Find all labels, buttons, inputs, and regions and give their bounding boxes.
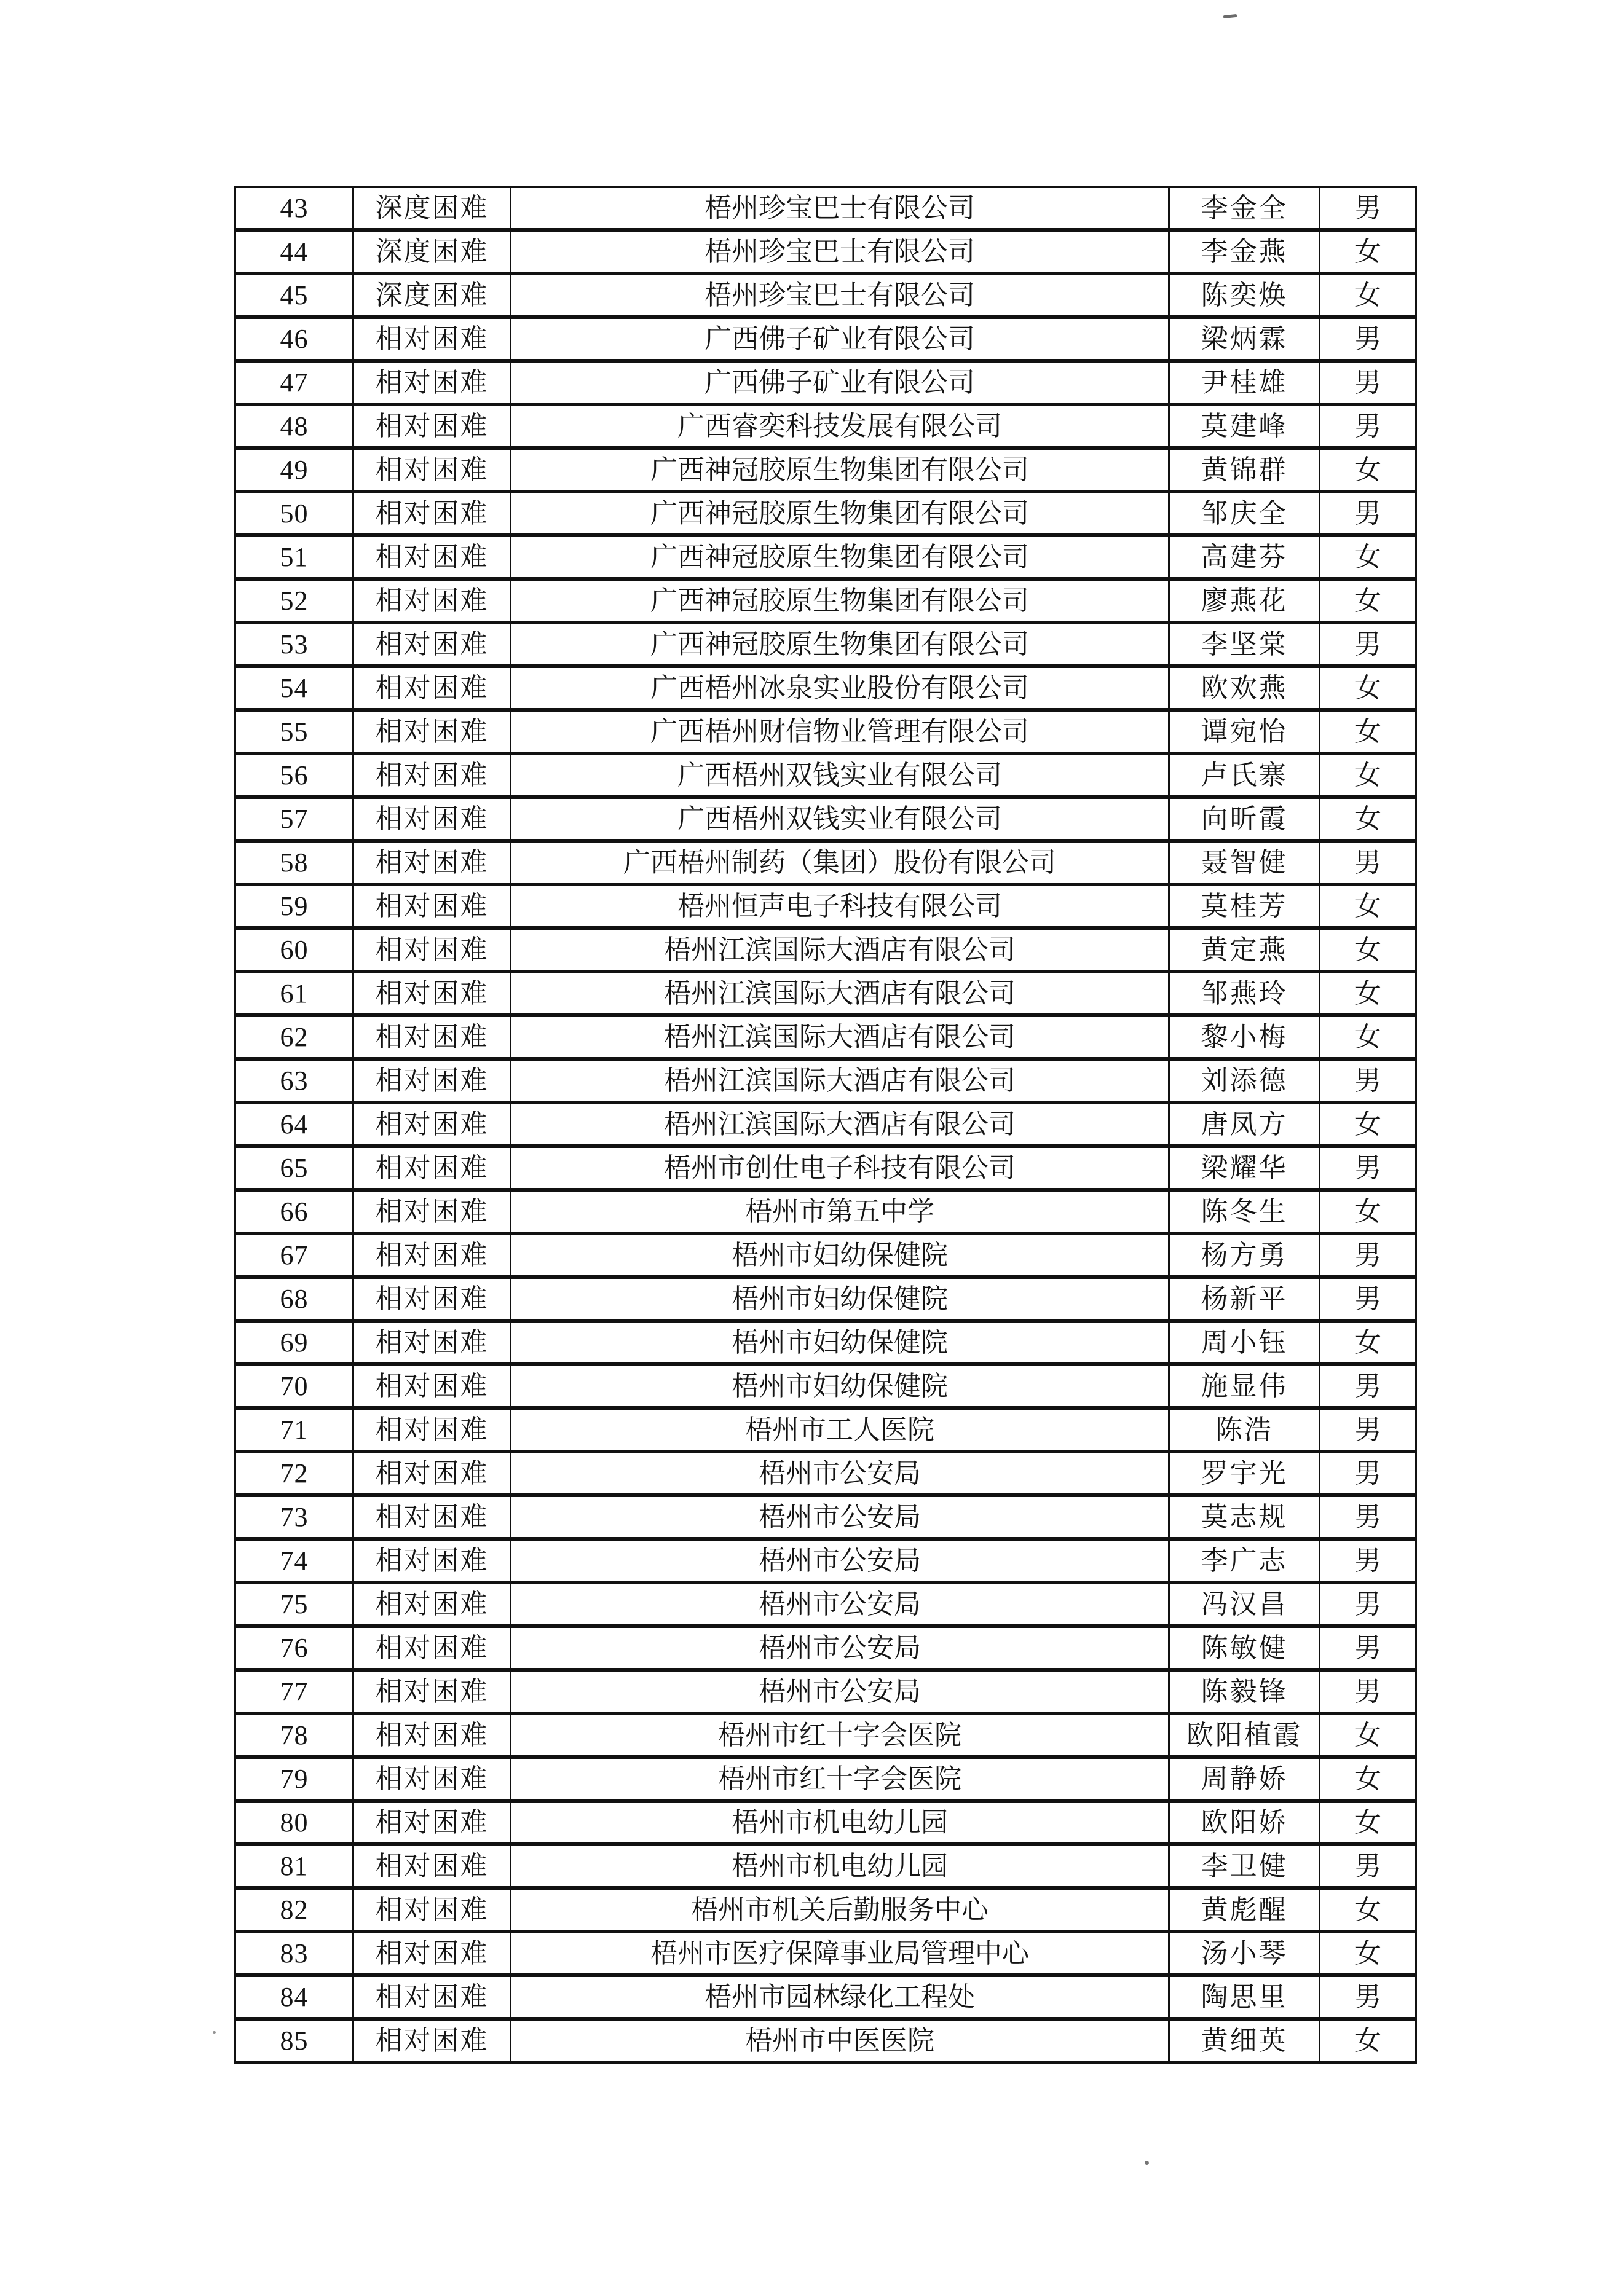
person-name-cell: 唐凤方 xyxy=(1169,1103,1320,1146)
gender-cell: 女 xyxy=(1320,448,1416,492)
scan-artifact-speck xyxy=(213,2031,216,2034)
table-row xyxy=(235,1844,1416,1888)
difficulty-category-cell: 相对困难 xyxy=(353,710,511,753)
difficulty-category-cell: 相对困难 xyxy=(353,1452,511,1495)
person-name-cell: 谭宛怡 xyxy=(1169,710,1320,753)
person-name-cell: 杨方勇 xyxy=(1169,1233,1320,1277)
table-row xyxy=(235,1626,1416,1670)
difficulty-category-cell: 相对困难 xyxy=(353,2019,511,2062)
table-row xyxy=(235,710,1416,753)
gender-cell: 女 xyxy=(1320,972,1416,1015)
gender-cell: 女 xyxy=(1320,1757,1416,1801)
difficulty-category-cell: 相对困难 xyxy=(353,1626,511,1670)
person-name-cell: 黄锦群 xyxy=(1169,448,1320,492)
table-row xyxy=(235,361,1416,404)
person-name-cell: 邹庆全 xyxy=(1169,492,1320,535)
gender-cell: 男 xyxy=(1320,1975,1416,2019)
gender-cell: 男 xyxy=(1320,361,1416,404)
person-name-cell: 黄定燕 xyxy=(1169,928,1320,972)
person-name-cell: 黄彪醒 xyxy=(1169,1888,1320,1932)
person-name-cell: 欧阳植霞 xyxy=(1169,1713,1320,1757)
employer-name-cell: 梧州珍宝巴士有限公司 xyxy=(511,273,1169,317)
row-number-cell: 84 xyxy=(235,1975,353,2019)
employer-name-cell: 梧州江滨国际大酒店有限公司 xyxy=(511,1059,1169,1103)
person-name-cell: 李卫健 xyxy=(1169,1844,1320,1888)
person-name-cell: 陈冬生 xyxy=(1169,1190,1320,1233)
person-name-cell: 陈敏健 xyxy=(1169,1626,1320,1670)
gender-cell: 男 xyxy=(1320,1452,1416,1495)
difficulty-category-cell: 相对困难 xyxy=(353,1975,511,2019)
table-row xyxy=(235,317,1416,361)
difficulty-category-cell: 相对困难 xyxy=(353,1495,511,1539)
scan-artifact-dash xyxy=(1223,14,1237,18)
table-row xyxy=(235,1670,1416,1713)
employer-name-cell: 梧州市公安局 xyxy=(511,1452,1169,1495)
person-name-cell: 罗宇光 xyxy=(1169,1452,1320,1495)
table-row xyxy=(235,187,1416,230)
person-name-cell: 周静娇 xyxy=(1169,1757,1320,1801)
difficulty-category-cell: 相对困难 xyxy=(353,1408,511,1452)
table-row xyxy=(235,753,1416,797)
table-row xyxy=(235,1059,1416,1103)
gender-cell: 女 xyxy=(1320,1888,1416,1932)
employer-name-cell: 梧州市机电幼儿园 xyxy=(511,1844,1169,1888)
table-row xyxy=(235,1888,1416,1932)
table-row xyxy=(235,797,1416,841)
row-number-cell: 47 xyxy=(235,361,353,404)
person-name-cell: 高建芬 xyxy=(1169,535,1320,579)
person-name-cell: 黄细英 xyxy=(1169,2019,1320,2062)
difficulty-category-cell: 相对困难 xyxy=(353,1146,511,1190)
row-number-cell: 60 xyxy=(235,928,353,972)
person-name-cell: 莫桂芳 xyxy=(1169,884,1320,928)
table-row xyxy=(235,1932,1416,1975)
scan-artifact-dot xyxy=(1145,2161,1149,2165)
difficulty-category-cell: 相对困难 xyxy=(353,492,511,535)
row-number-cell: 55 xyxy=(235,710,353,753)
difficulty-category-cell: 相对困难 xyxy=(353,753,511,797)
table-row xyxy=(235,579,1416,623)
person-name-cell: 杨新平 xyxy=(1169,1277,1320,1321)
table-row xyxy=(235,230,1416,273)
employer-name-cell: 梧州市公安局 xyxy=(511,1670,1169,1713)
table-row xyxy=(235,1146,1416,1190)
employer-name-cell: 梧州市红十字会医院 xyxy=(511,1713,1169,1757)
employer-name-cell: 广西佛子矿业有限公司 xyxy=(511,317,1169,361)
difficulty-category-cell: 相对困难 xyxy=(353,1801,511,1844)
row-number-cell: 70 xyxy=(235,1364,353,1408)
table-row xyxy=(235,841,1416,884)
row-number-cell: 54 xyxy=(235,666,353,710)
employer-name-cell: 梧州珍宝巴士有限公司 xyxy=(511,230,1169,273)
table-row xyxy=(235,1408,1416,1452)
employer-name-cell: 广西神冠胶原生物集团有限公司 xyxy=(511,579,1169,623)
gender-cell: 女 xyxy=(1320,1321,1416,1364)
difficulty-category-cell: 相对困难 xyxy=(353,535,511,579)
difficulty-category-cell: 相对困难 xyxy=(353,1321,511,1364)
table-row xyxy=(235,928,1416,972)
employer-name-cell: 梧州市园林绿化工程处 xyxy=(511,1975,1169,2019)
employer-name-cell: 梧州市妇幼保健院 xyxy=(511,1233,1169,1277)
gender-cell: 男 xyxy=(1320,1146,1416,1190)
table-row xyxy=(235,2019,1416,2062)
person-name-cell: 冯汉昌 xyxy=(1169,1582,1320,1626)
employer-name-cell: 梧州市第五中学 xyxy=(511,1190,1169,1233)
person-name-cell: 李广志 xyxy=(1169,1539,1320,1582)
row-number-cell: 45 xyxy=(235,273,353,317)
row-number-cell: 83 xyxy=(235,1932,353,1975)
table-row xyxy=(235,1364,1416,1408)
row-number-cell: 43 xyxy=(235,187,353,230)
row-number-cell: 59 xyxy=(235,884,353,928)
row-number-cell: 75 xyxy=(235,1582,353,1626)
difficulty-category-cell: 相对困难 xyxy=(353,666,511,710)
employer-name-cell: 梧州市公安局 xyxy=(511,1539,1169,1582)
difficulty-category-cell: 相对困难 xyxy=(353,1364,511,1408)
row-number-cell: 67 xyxy=(235,1233,353,1277)
difficulty-category-cell: 相对困难 xyxy=(353,1888,511,1932)
difficulty-category-cell: 相对困难 xyxy=(353,1757,511,1801)
gender-cell: 男 xyxy=(1320,1626,1416,1670)
employer-name-cell: 梧州市中医医院 xyxy=(511,2019,1169,2062)
gender-cell: 男 xyxy=(1320,1408,1416,1452)
gender-cell: 女 xyxy=(1320,2019,1416,2062)
employer-name-cell: 梧州市公安局 xyxy=(511,1626,1169,1670)
person-name-cell: 李金全 xyxy=(1169,187,1320,230)
gender-cell: 女 xyxy=(1320,1015,1416,1059)
person-name-cell: 莫建峰 xyxy=(1169,404,1320,448)
gender-cell: 女 xyxy=(1320,1932,1416,1975)
difficulty-category-cell: 相对困难 xyxy=(353,1190,511,1233)
difficulty-category-cell: 相对困难 xyxy=(353,1670,511,1713)
row-number-cell: 81 xyxy=(235,1844,353,1888)
row-number-cell: 63 xyxy=(235,1059,353,1103)
gender-cell: 女 xyxy=(1320,797,1416,841)
row-number-cell: 49 xyxy=(235,448,353,492)
difficulty-category-cell: 相对困难 xyxy=(353,1844,511,1888)
row-number-cell: 77 xyxy=(235,1670,353,1713)
row-number-cell: 57 xyxy=(235,797,353,841)
difficulty-category-cell: 相对困难 xyxy=(353,1015,511,1059)
row-number-cell: 73 xyxy=(235,1495,353,1539)
employer-name-cell: 广西梧州冰泉实业股份有限公司 xyxy=(511,666,1169,710)
difficulty-category-cell: 相对困难 xyxy=(353,361,511,404)
table-row xyxy=(235,1801,1416,1844)
table-row xyxy=(235,1103,1416,1146)
gender-cell: 女 xyxy=(1320,1713,1416,1757)
row-number-cell: 58 xyxy=(235,841,353,884)
employer-name-cell: 梧州江滨国际大酒店有限公司 xyxy=(511,1015,1169,1059)
person-name-cell: 刘添德 xyxy=(1169,1059,1320,1103)
employer-name-cell: 广西梧州双钱实业有限公司 xyxy=(511,797,1169,841)
table-row xyxy=(235,1582,1416,1626)
gender-cell: 女 xyxy=(1320,884,1416,928)
row-number-cell: 74 xyxy=(235,1539,353,1582)
row-number-cell: 78 xyxy=(235,1713,353,1757)
difficulty-category-cell: 深度困难 xyxy=(353,273,511,317)
row-number-cell: 53 xyxy=(235,623,353,666)
row-number-cell: 76 xyxy=(235,1626,353,1670)
difficulty-category-cell: 相对困难 xyxy=(353,841,511,884)
employer-name-cell: 梧州江滨国际大酒店有限公司 xyxy=(511,928,1169,972)
table-row xyxy=(235,404,1416,448)
person-name-cell: 尹桂雄 xyxy=(1169,361,1320,404)
difficulty-category-cell: 相对困难 xyxy=(353,1713,511,1757)
table-row xyxy=(235,1277,1416,1321)
table-row xyxy=(235,1321,1416,1364)
gender-cell: 女 xyxy=(1320,710,1416,753)
employer-name-cell: 广西神冠胶原生物集团有限公司 xyxy=(511,623,1169,666)
person-name-cell: 李坚棠 xyxy=(1169,623,1320,666)
difficulty-category-cell: 相对困难 xyxy=(353,1059,511,1103)
employer-name-cell: 广西睿奕科技发展有限公司 xyxy=(511,404,1169,448)
table-row xyxy=(235,1495,1416,1539)
table-row xyxy=(235,972,1416,1015)
gender-cell: 女 xyxy=(1320,273,1416,317)
difficulty-category-cell: 相对困难 xyxy=(353,579,511,623)
employer-name-cell: 广西神冠胶原生物集团有限公司 xyxy=(511,535,1169,579)
row-number-cell: 46 xyxy=(235,317,353,361)
roster-table-body xyxy=(235,187,1416,2062)
employer-name-cell: 梧州市创仕电子科技有限公司 xyxy=(511,1146,1169,1190)
gender-cell: 男 xyxy=(1320,404,1416,448)
person-name-cell: 施显伟 xyxy=(1169,1364,1320,1408)
row-number-cell: 85 xyxy=(235,2019,353,2062)
table-row xyxy=(235,623,1416,666)
difficulty-category-cell: 相对困难 xyxy=(353,884,511,928)
person-name-cell: 陈毅锋 xyxy=(1169,1670,1320,1713)
difficulty-category-cell: 相对困难 xyxy=(353,1582,511,1626)
employer-name-cell: 广西神冠胶原生物集团有限公司 xyxy=(511,448,1169,492)
employer-name-cell: 梧州市妇幼保健院 xyxy=(511,1277,1169,1321)
subsidy-roster-table xyxy=(234,186,1417,2064)
difficulty-category-cell: 相对困难 xyxy=(353,1233,511,1277)
gender-cell: 男 xyxy=(1320,1277,1416,1321)
gender-cell: 男 xyxy=(1320,1059,1416,1103)
difficulty-category-cell: 深度困难 xyxy=(353,230,511,273)
table-row xyxy=(235,1539,1416,1582)
table-row xyxy=(235,1190,1416,1233)
table-row xyxy=(235,1015,1416,1059)
person-name-cell: 汤小琴 xyxy=(1169,1932,1320,1975)
table-row xyxy=(235,666,1416,710)
employer-name-cell: 梧州市工人医院 xyxy=(511,1408,1169,1452)
person-name-cell: 卢氏寨 xyxy=(1169,753,1320,797)
gender-cell: 女 xyxy=(1320,1103,1416,1146)
table-row xyxy=(235,1713,1416,1757)
gender-cell: 男 xyxy=(1320,1495,1416,1539)
row-number-cell: 68 xyxy=(235,1277,353,1321)
employer-name-cell: 梧州市机关后勤服务中心 xyxy=(511,1888,1169,1932)
row-number-cell: 66 xyxy=(235,1190,353,1233)
gender-cell: 男 xyxy=(1320,317,1416,361)
row-number-cell: 82 xyxy=(235,1888,353,1932)
difficulty-category-cell: 相对困难 xyxy=(353,317,511,361)
table-row xyxy=(235,884,1416,928)
difficulty-category-cell: 相对困难 xyxy=(353,1932,511,1975)
person-name-cell: 陶思里 xyxy=(1169,1975,1320,2019)
employer-name-cell: 梧州市妇幼保健院 xyxy=(511,1321,1169,1364)
employer-name-cell: 梧州市公安局 xyxy=(511,1495,1169,1539)
employer-name-cell: 梧州江滨国际大酒店有限公司 xyxy=(511,1103,1169,1146)
person-name-cell: 周小钰 xyxy=(1169,1321,1320,1364)
row-number-cell: 50 xyxy=(235,492,353,535)
person-name-cell: 欧阳娇 xyxy=(1169,1801,1320,1844)
employer-name-cell: 梧州市红十字会医院 xyxy=(511,1757,1169,1801)
gender-cell: 男 xyxy=(1320,1539,1416,1582)
person-name-cell: 欧欢燕 xyxy=(1169,666,1320,710)
difficulty-category-cell: 相对困难 xyxy=(353,1103,511,1146)
gender-cell: 女 xyxy=(1320,1190,1416,1233)
person-name-cell: 梁耀华 xyxy=(1169,1146,1320,1190)
row-number-cell: 62 xyxy=(235,1015,353,1059)
gender-cell: 男 xyxy=(1320,1233,1416,1277)
employer-name-cell: 广西梧州财信物业管理有限公司 xyxy=(511,710,1169,753)
person-name-cell: 聂智健 xyxy=(1169,841,1320,884)
difficulty-category-cell: 相对困难 xyxy=(353,797,511,841)
difficulty-category-cell: 相对困难 xyxy=(353,928,511,972)
difficulty-category-cell: 相对困难 xyxy=(353,448,511,492)
table-row xyxy=(235,1975,1416,2019)
gender-cell: 男 xyxy=(1320,1364,1416,1408)
gender-cell: 男 xyxy=(1320,841,1416,884)
gender-cell: 女 xyxy=(1320,1801,1416,1844)
table-row xyxy=(235,535,1416,579)
difficulty-category-cell: 相对困难 xyxy=(353,1539,511,1582)
table-row xyxy=(235,273,1416,317)
row-number-cell: 48 xyxy=(235,404,353,448)
person-name-cell: 黎小梅 xyxy=(1169,1015,1320,1059)
gender-cell: 女 xyxy=(1320,230,1416,273)
employer-name-cell: 梧州市医疗保障事业局管理中心 xyxy=(511,1932,1169,1975)
gender-cell: 男 xyxy=(1320,492,1416,535)
employer-name-cell: 梧州恒声电子科技有限公司 xyxy=(511,884,1169,928)
row-number-cell: 69 xyxy=(235,1321,353,1364)
gender-cell: 男 xyxy=(1320,187,1416,230)
person-name-cell: 邹燕玲 xyxy=(1169,972,1320,1015)
person-name-cell: 廖燕花 xyxy=(1169,579,1320,623)
row-number-cell: 52 xyxy=(235,579,353,623)
table-row xyxy=(235,448,1416,492)
row-number-cell: 80 xyxy=(235,1801,353,1844)
row-number-cell: 44 xyxy=(235,230,353,273)
row-number-cell: 64 xyxy=(235,1103,353,1146)
table-row xyxy=(235,1452,1416,1495)
difficulty-category-cell: 相对困难 xyxy=(353,1277,511,1321)
row-number-cell: 65 xyxy=(235,1146,353,1190)
employer-name-cell: 梧州市妇幼保健院 xyxy=(511,1364,1169,1408)
employer-name-cell: 广西梧州双钱实业有限公司 xyxy=(511,753,1169,797)
person-name-cell: 陈奕焕 xyxy=(1169,273,1320,317)
gender-cell: 男 xyxy=(1320,1582,1416,1626)
employer-name-cell: 梧州市公安局 xyxy=(511,1582,1169,1626)
table-row xyxy=(235,1757,1416,1801)
difficulty-category-cell: 相对困难 xyxy=(353,404,511,448)
row-number-cell: 72 xyxy=(235,1452,353,1495)
gender-cell: 男 xyxy=(1320,1670,1416,1713)
row-number-cell: 79 xyxy=(235,1757,353,1801)
employer-name-cell: 广西佛子矿业有限公司 xyxy=(511,361,1169,404)
employer-name-cell: 梧州市机电幼儿园 xyxy=(511,1801,1169,1844)
row-number-cell: 61 xyxy=(235,972,353,1015)
gender-cell: 女 xyxy=(1320,535,1416,579)
gender-cell: 女 xyxy=(1320,666,1416,710)
difficulty-category-cell: 相对困难 xyxy=(353,972,511,1015)
gender-cell: 女 xyxy=(1320,579,1416,623)
person-name-cell: 陈浩 xyxy=(1169,1408,1320,1452)
row-number-cell: 71 xyxy=(235,1408,353,1452)
table-row xyxy=(235,1233,1416,1277)
difficulty-category-cell: 深度困难 xyxy=(353,187,511,230)
person-name-cell: 梁炳霖 xyxy=(1169,317,1320,361)
gender-cell: 男 xyxy=(1320,623,1416,666)
person-name-cell: 李金燕 xyxy=(1169,230,1320,273)
employer-name-cell: 梧州珍宝巴士有限公司 xyxy=(511,187,1169,230)
gender-cell: 女 xyxy=(1320,753,1416,797)
row-number-cell: 56 xyxy=(235,753,353,797)
employer-name-cell: 梧州江滨国际大酒店有限公司 xyxy=(511,972,1169,1015)
employer-name-cell: 广西梧州制药（集团）股份有限公司 xyxy=(511,841,1169,884)
table-row xyxy=(235,492,1416,535)
person-name-cell: 莫志规 xyxy=(1169,1495,1320,1539)
gender-cell: 男 xyxy=(1320,1844,1416,1888)
gender-cell: 女 xyxy=(1320,928,1416,972)
person-name-cell: 向昕霞 xyxy=(1169,797,1320,841)
row-number-cell: 51 xyxy=(235,535,353,579)
employer-name-cell: 广西神冠胶原生物集团有限公司 xyxy=(511,492,1169,535)
difficulty-category-cell: 相对困难 xyxy=(353,623,511,666)
